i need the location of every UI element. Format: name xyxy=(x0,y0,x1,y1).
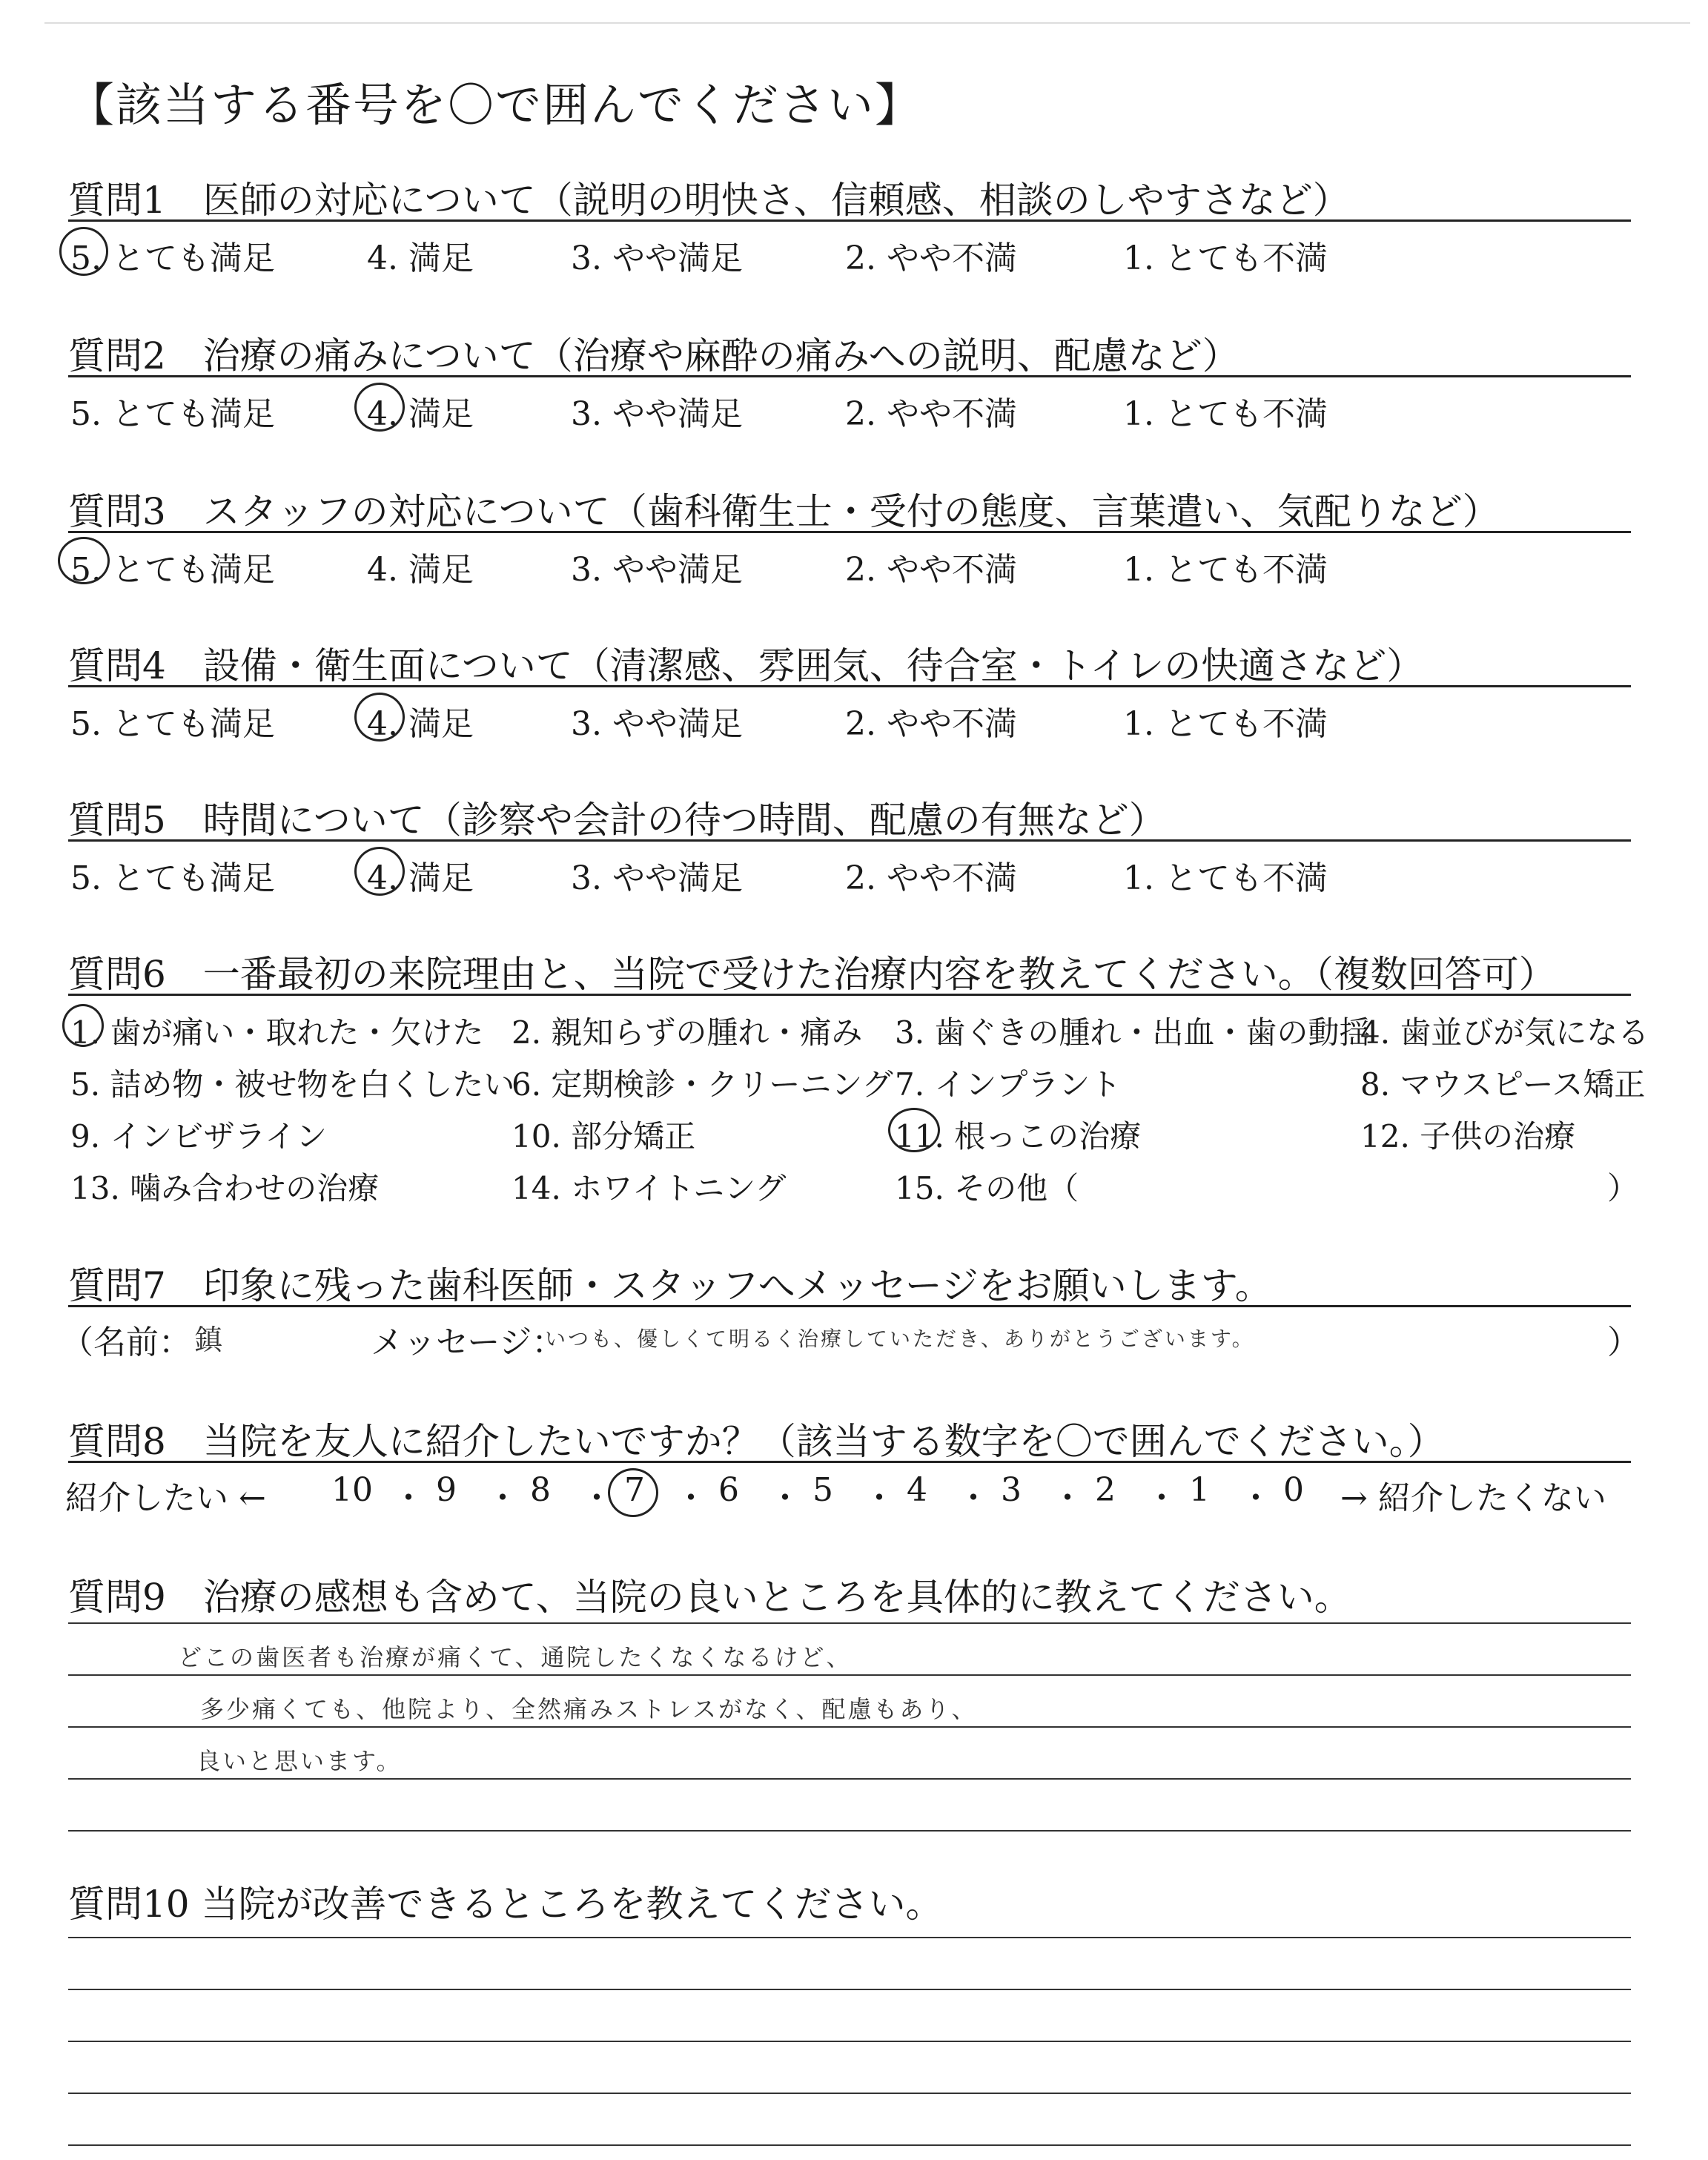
q7-divider xyxy=(68,1305,1631,1307)
q5-divider xyxy=(68,839,1631,842)
q1-title: 質問1 医師の対応について（説明の明快さ、信頼感、相談のしやすさなど） xyxy=(68,179,1350,222)
q1-selection-circle xyxy=(59,227,108,276)
q8-scale-0[interactable]: 0 xyxy=(1283,1471,1304,1509)
q6-divider xyxy=(68,994,1631,996)
q2-option-5[interactable]: 5. とても満足 xyxy=(70,395,275,433)
q8-scale-separator: ・ xyxy=(863,1479,896,1517)
q8-scale-8[interactable]: 8 xyxy=(530,1471,551,1509)
q7-title: 質問7 印象に残った歯科医師・スタッフへメッセージをお願いします。 xyxy=(68,1264,1272,1307)
q8-scale-3[interactable]: 3 xyxy=(1001,1471,1022,1509)
q6-option-8[interactable]: 8. マウスピース矯正 xyxy=(1360,1066,1646,1103)
q9-line-5 xyxy=(68,1830,1631,1832)
q8-scale-5[interactable]: 5 xyxy=(812,1471,833,1509)
q8-scale-10[interactable]: 10 xyxy=(331,1471,373,1509)
q5-selection-circle xyxy=(354,847,405,896)
q6-selection-circle-1 xyxy=(62,1004,104,1047)
q5-title: 質問5 時間について（診察や会計の待つ時間、配慮の有無など） xyxy=(68,799,1166,842)
q1-option-4[interactable]: 4. 満足 xyxy=(367,240,474,277)
q10-line-2 xyxy=(68,1989,1631,1990)
q4-option-2[interactable]: 2. やや不満 xyxy=(845,705,1017,743)
q6-selection-circle-11 xyxy=(888,1108,940,1152)
q3-selection-circle xyxy=(58,537,110,584)
q3-option-5[interactable]: 5. とても満足 xyxy=(70,551,275,589)
q9-line-1 xyxy=(68,1622,1631,1624)
q6-option-4[interactable]: 4. 歯並びが気になる xyxy=(1360,1014,1649,1051)
q4-selection-circle xyxy=(354,693,405,742)
q6-option-3[interactable]: 3. 歯ぐきの腫れ・出血・歯の動揺 xyxy=(895,1014,1371,1051)
q1-option-5[interactable]: 5. とても満足 xyxy=(70,240,275,277)
q3-option-2[interactable]: 2. やや不満 xyxy=(845,551,1017,589)
q8-scale-separator: ・ xyxy=(486,1479,519,1517)
q8-scale-7[interactable]: 7 xyxy=(624,1471,645,1509)
q2-option-4[interactable]: 4. 満足 xyxy=(367,395,474,433)
q9-line-3 xyxy=(68,1726,1631,1728)
q5-option-1[interactable]: 1. とても不満 xyxy=(1123,859,1328,897)
q4-title: 質問4 設備・衛生面について（清潔感、雰囲気、待合室・トイレの快適さなど） xyxy=(68,644,1424,687)
q4-option-5[interactable]: 5. とても満足 xyxy=(70,705,275,743)
q5-option-2[interactable]: 2. やや不満 xyxy=(845,859,1017,897)
q6-option-2[interactable]: 2. 親知らずの腫れ・痛み xyxy=(512,1014,863,1051)
q7-name-label: （名前： xyxy=(61,1324,191,1361)
q8-selection-circle xyxy=(608,1468,658,1517)
q6-option-10[interactable]: 10. 部分矯正 xyxy=(512,1118,696,1155)
q10-line-4 xyxy=(68,2093,1631,2094)
q7-name-value[interactable]: 鎮 xyxy=(194,1324,223,1356)
q8-scale-separator: ・ xyxy=(957,1479,990,1517)
q8-scale-separator: ・ xyxy=(1145,1479,1178,1517)
q8-right-label: → 紹介したくない xyxy=(1340,1479,1606,1517)
q6-option-15[interactable]: 15. その他（ xyxy=(895,1170,1079,1206)
q6-option-5[interactable]: 5. 詰め物・被せ物を白くしたい xyxy=(70,1066,515,1103)
q3-option-4[interactable]: 4. 満足 xyxy=(367,551,474,589)
q2-divider xyxy=(68,375,1631,377)
q8-title: 質問8 当院を友人に紹介したいですか？（該当する数字を〇で囲んでください。） xyxy=(68,1420,1445,1463)
q8-scale-separator: ・ xyxy=(580,1479,613,1517)
q9-line-2 xyxy=(68,1674,1631,1676)
q1-divider xyxy=(68,219,1631,222)
q6-close-paren: ） xyxy=(1607,1170,1639,1206)
q2-selection-circle xyxy=(354,383,405,432)
q8-left-label: 紹介したい ← xyxy=(65,1479,266,1517)
q8-scale-separator: ・ xyxy=(1051,1479,1084,1517)
q2-option-2[interactable]: 2. やや不満 xyxy=(845,395,1017,433)
q10-title: 質問10 当院が改善できるところを教えてください。 xyxy=(68,1883,943,1926)
q8-divider xyxy=(68,1461,1631,1463)
q9-line-4 xyxy=(68,1778,1631,1780)
q6-option-13[interactable]: 13. 噛み合わせの治療 xyxy=(70,1170,380,1206)
q6-option-11[interactable]: 11. 根っこの治療 xyxy=(895,1118,1142,1155)
q1-option-2[interactable]: 2. やや不満 xyxy=(845,240,1017,277)
instruction-header: 【該当する番号を〇で囲んでください】 xyxy=(68,78,923,132)
q9-answer-line-2[interactable]: 多少痛くても、他院より、全然痛みストレスがなく、配慮もあり、 xyxy=(200,1695,978,1723)
q8-scale-9[interactable]: 9 xyxy=(436,1471,457,1509)
q6-option-7[interactable]: 7. インプラント xyxy=(895,1066,1122,1103)
q8-scale-separator: ・ xyxy=(769,1479,801,1517)
q8-scale-1[interactable]: 1 xyxy=(1189,1471,1210,1509)
q9-title: 質問9 治療の感想も含めて、当院の良いところを具体的に教えてください。 xyxy=(68,1576,1351,1619)
q3-option-3[interactable]: 3. やや満足 xyxy=(571,551,743,589)
q8-scale-2[interactable]: 2 xyxy=(1095,1471,1116,1509)
q7-close-paren: ） xyxy=(1607,1324,1640,1361)
q8-scale-4[interactable]: 4 xyxy=(907,1471,927,1509)
q6-option-6[interactable]: 6. 定期検診・クリーニング xyxy=(512,1066,893,1103)
q2-title: 質問2 治療の痛みについて（治療や麻酔の痛みへの説明、配慮など） xyxy=(68,334,1239,377)
q3-title: 質問3 スタッフの対応について（歯科衛生士・受付の態度、言葉遣い、気配りなど） xyxy=(68,490,1500,533)
q3-divider xyxy=(68,531,1631,533)
q5-option-4[interactable]: 4. 満足 xyxy=(367,859,474,897)
q7-message-value[interactable]: いつも、優しくて明るく治療していただき、ありがとうございます。 xyxy=(545,1327,1255,1351)
q2-option-3[interactable]: 3. やや満足 xyxy=(571,395,743,433)
q10-line-3 xyxy=(68,2041,1631,2042)
q8-scale-separator: ・ xyxy=(392,1479,425,1517)
q6-option-1[interactable]: 1. 歯が痛い・取れた・欠けた xyxy=(70,1014,484,1051)
q8-scale-6[interactable]: 6 xyxy=(718,1471,739,1509)
q5-option-3[interactable]: 3. やや満足 xyxy=(571,859,743,897)
q3-option-1[interactable]: 1. とても不満 xyxy=(1123,551,1328,589)
q4-divider xyxy=(68,685,1631,687)
q10-line-5 xyxy=(68,2144,1631,2146)
q6-title: 質問6 一番最初の来院理由と、当院で受けた治療内容を教えてください。（複数回答可） xyxy=(68,953,1556,996)
q4-option-3[interactable]: 3. やや満足 xyxy=(571,705,743,743)
q8-scale-separator: ・ xyxy=(1239,1479,1272,1517)
q8-scale-separator: ・ xyxy=(675,1479,707,1517)
scan-edge-line xyxy=(44,22,1690,24)
q6-option-9[interactable]: 9. インビザライン xyxy=(70,1118,328,1155)
q7-message-label: メッセージ： xyxy=(371,1324,565,1361)
q9-answer-line-1[interactable]: どこの歯医者も治療が痛くて、通院したくなくなるけど、 xyxy=(178,1643,853,1671)
q1-option-1[interactable]: 1. とても不満 xyxy=(1123,240,1328,277)
q6-option-14[interactable]: 14. ホワイトニング xyxy=(512,1170,787,1206)
q4-option-4[interactable]: 4. 満足 xyxy=(367,705,474,743)
q1-option-3[interactable]: 3. やや満足 xyxy=(571,240,743,277)
q2-option-1[interactable]: 1. とても不満 xyxy=(1123,395,1328,433)
q6-option-12[interactable]: 12. 子供の治療 xyxy=(1360,1118,1576,1155)
q9-answer-line-3[interactable]: 良いと思います。 xyxy=(196,1747,403,1775)
q10-line-1 xyxy=(68,1937,1631,1938)
q5-option-5[interactable]: 5. とても満足 xyxy=(70,859,275,897)
q4-option-1[interactable]: 1. とても不満 xyxy=(1123,705,1328,743)
